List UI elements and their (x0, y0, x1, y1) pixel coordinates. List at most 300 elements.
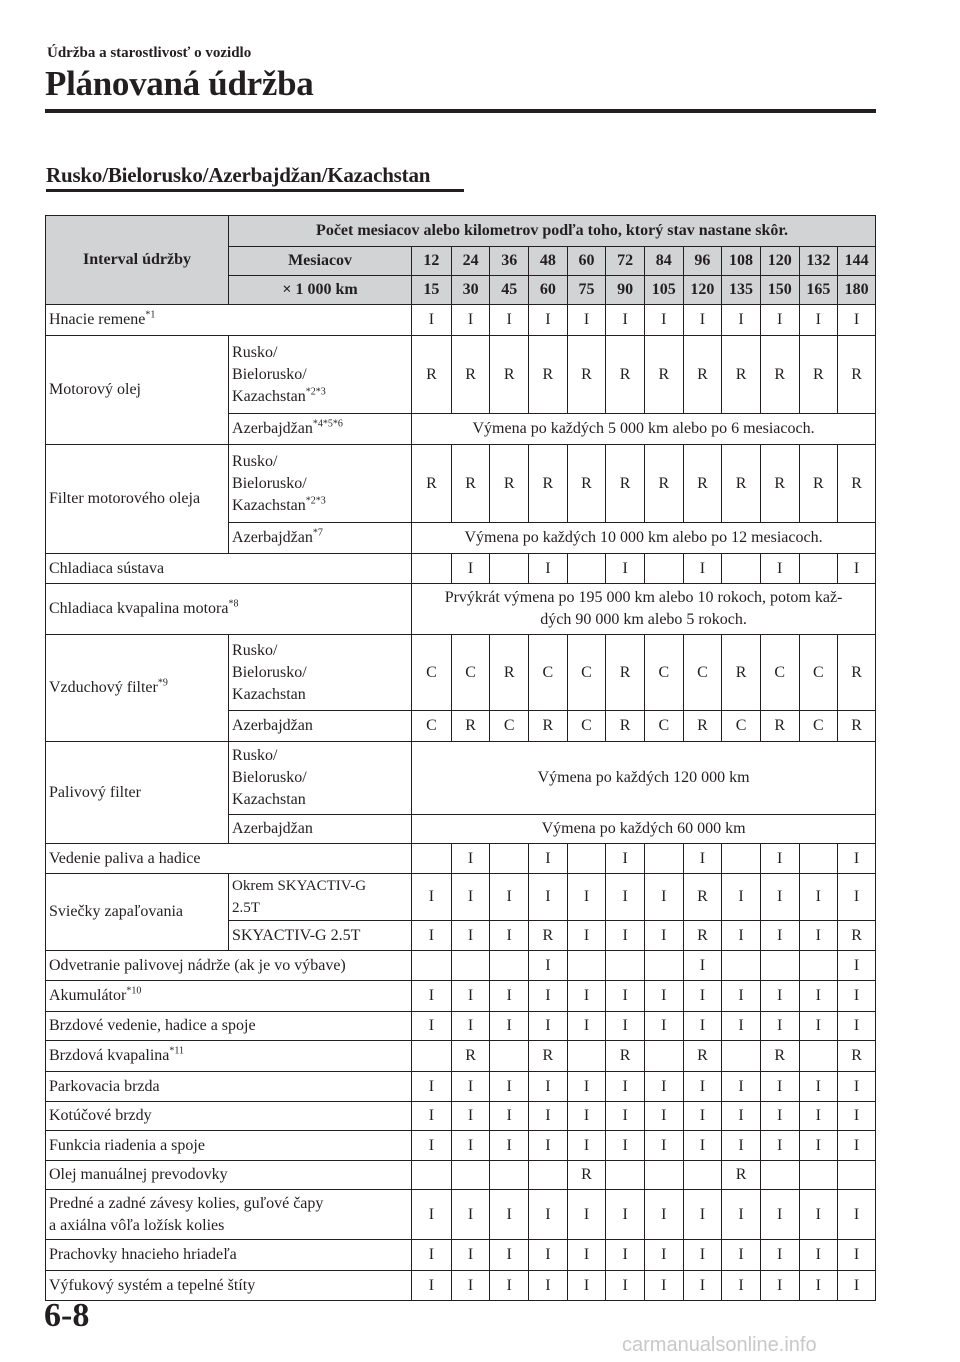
interval-cell: I (606, 981, 645, 1012)
interval-cell: R (683, 1041, 722, 1072)
months-cell: 60 (567, 247, 606, 276)
interval-cell: I (529, 951, 568, 981)
row-label: Motorový olej (49, 381, 141, 398)
interval-cell (722, 1041, 761, 1072)
interval-cell (567, 844, 606, 874)
interval-cell: I (683, 1271, 722, 1301)
km-cell: 150 (760, 276, 799, 305)
km-cell: 45 (490, 276, 529, 305)
interval-cell: I (567, 1012, 606, 1041)
interval-cell: R (606, 635, 645, 711)
interval-cell: I (760, 844, 799, 874)
interval-cell: I (799, 1240, 838, 1271)
note-text: Prvýkrát výmena po 195 000 km alebo 10 rokoch, potom kaž- (444, 589, 843, 606)
table-row (46, 336, 876, 414)
interval-cell: I (451, 1012, 490, 1041)
note-text: Výmena po každých 120 000 km (537, 769, 750, 786)
interval-cell: I (683, 1131, 722, 1161)
row-label: Akumulátor (49, 987, 127, 1004)
interval-cell: I (644, 1190, 683, 1240)
interval-cell (644, 844, 683, 874)
interval-cell: R (529, 1041, 568, 1072)
interval-cell: I (760, 554, 799, 584)
item-cell (46, 874, 229, 951)
item-cell (46, 1102, 412, 1131)
interval-cell: I (451, 554, 490, 584)
row-label: Vedenie paliva a hadice (49, 849, 201, 867)
interval-cell: I (799, 1072, 838, 1102)
interval-cell (451, 1161, 490, 1190)
note-text: Výmena po každých 10 000 km alebo po 12 mesiacoch. (464, 529, 823, 546)
interval-cell: I (606, 1271, 645, 1301)
title-rule (45, 109, 876, 113)
interval-cell: I (490, 921, 529, 951)
footnote-ref: *9 (157, 677, 168, 689)
interval-cell: R (838, 336, 876, 414)
interval-cell: I (529, 1012, 568, 1041)
interval-cell: I (490, 1131, 529, 1161)
interval-cell (722, 554, 761, 584)
km-cell: 90 (606, 276, 645, 305)
interval-cell: R (760, 445, 799, 523)
item-cell (46, 1072, 412, 1102)
interval-cell: I (644, 874, 683, 921)
item-cell (46, 554, 412, 584)
interval-cell (412, 951, 452, 981)
footnote-ref: *1 (145, 309, 156, 321)
interval-cell (799, 1161, 838, 1190)
interval-cell: I (722, 981, 761, 1012)
interval-cell: I (567, 305, 606, 336)
sub-label: Bielorusko/ (232, 474, 307, 492)
sub-label: Azerbajdžan (232, 529, 313, 546)
interval-cell: R (490, 635, 529, 711)
interval-cell (490, 1161, 529, 1190)
footnote-ref: *7 (312, 527, 323, 539)
note-cell (412, 815, 876, 844)
interval-cell: I (760, 1190, 799, 1240)
interval-cell: R (683, 445, 722, 523)
interval-cell: I (529, 1072, 568, 1102)
item-cell (46, 1271, 412, 1301)
interval-cell (644, 1041, 683, 1072)
row-label: Odvetranie palivovej nádrže (ak je vo výbave) (49, 956, 346, 974)
region-subtitle: Rusko/Bielorusko/Azerbajdžan/Kazachstan (46, 163, 431, 187)
table-row (46, 1072, 876, 1102)
interval-cell: R (722, 1161, 761, 1190)
page-number: 6-8 (44, 1297, 90, 1334)
interval-cell: I (644, 981, 683, 1012)
interval-cell: I (529, 554, 568, 584)
interval-cell: I (760, 1131, 799, 1161)
interval-cell (529, 1161, 568, 1190)
interval-cell: I (490, 305, 529, 336)
row-label: Parkovacia brzda (49, 1077, 160, 1095)
interval-cell: I (838, 1072, 876, 1102)
interval-cell: I (412, 1240, 452, 1271)
interval-cell: R (722, 635, 761, 711)
interval-cell (722, 844, 761, 874)
interval-cell: R (799, 445, 838, 523)
interval-cell: I (451, 844, 490, 874)
interval-cell: I (490, 1102, 529, 1131)
header-corner (46, 216, 229, 305)
interval-cell: R (838, 711, 876, 742)
row-label: Hnacie remene (49, 311, 146, 328)
interval-cell (799, 951, 838, 981)
interval-cell: R (644, 445, 683, 523)
interval-cell: I (644, 1271, 683, 1301)
interval-cell: R (451, 1041, 490, 1072)
months-cell: 144 (838, 247, 876, 276)
interval-cell: I (683, 1240, 722, 1271)
sub-label: Rusko/ (232, 747, 278, 764)
item-cell (46, 1041, 412, 1072)
interval-cell: R (529, 711, 568, 742)
months-cell: 12 (412, 247, 452, 276)
interval-cell: I (490, 1240, 529, 1271)
months-cell: 96 (683, 247, 722, 276)
interval-cell: C (529, 635, 568, 711)
interval-cell: I (683, 1072, 722, 1102)
interval-cell: I (451, 1240, 490, 1271)
item-cell (46, 584, 412, 635)
interval-cell: I (838, 981, 876, 1012)
note-text: Výmena po každých 60 000 km (541, 820, 746, 837)
sub-label: Rusko/ (232, 343, 278, 361)
interval-cell: I (529, 874, 568, 921)
interval-cell: I (490, 1012, 529, 1041)
interval-cell (490, 554, 529, 584)
interval-cell: I (683, 1012, 722, 1041)
sub-label: Kazachstan (232, 496, 306, 514)
sub-cell (229, 874, 412, 921)
table-row (46, 584, 876, 635)
interval-cell: R (606, 445, 645, 523)
sub-cell (229, 445, 412, 523)
months-cell: 72 (606, 247, 645, 276)
sub-label: Kazachstan (232, 685, 306, 703)
months-cell: 108 (722, 247, 761, 276)
interval-cell: R (606, 1041, 645, 1072)
footnote-ref: *4*5*6 (312, 418, 343, 430)
interval-cell: C (567, 711, 606, 742)
row-label: Chladiaca kvapalina motora (49, 600, 229, 617)
table-row (46, 1012, 876, 1041)
interval-cell: I (606, 844, 645, 874)
interval-cell: I (412, 874, 452, 921)
note-cell (412, 742, 876, 815)
interval-cell: I (451, 1131, 490, 1161)
interval-cell: I (490, 1072, 529, 1102)
interval-cell: I (606, 1131, 645, 1161)
interval-cell: I (760, 1102, 799, 1131)
interval-cell: I (683, 305, 722, 336)
interval-cell: I (606, 921, 645, 951)
item-cell (46, 1240, 412, 1271)
item-cell (46, 445, 229, 554)
interval-cell: I (529, 981, 568, 1012)
sub-cell (229, 523, 412, 554)
interval-cell: I (838, 874, 876, 921)
interval-cell: I (451, 874, 490, 921)
interval-cell (683, 1161, 722, 1190)
row-label: Olej manuálnej prevodovky (49, 1166, 228, 1183)
item-cell (46, 951, 412, 981)
interval-cell: I (838, 1271, 876, 1301)
interval-cell: I (799, 1012, 838, 1041)
interval-cell: C (412, 635, 452, 711)
interval-cell: R (412, 445, 452, 523)
row-label: Funkcia riadenia a spoje (49, 1136, 205, 1154)
interval-cell: I (838, 554, 876, 584)
interval-cell: C (644, 711, 683, 742)
interval-cell: I (722, 1102, 761, 1131)
interval-cell: I (567, 981, 606, 1012)
interval-cell: I (683, 981, 722, 1012)
interval-cell (412, 1041, 452, 1072)
section-title: Údržba a starostlivosť o vozidlo (47, 45, 252, 61)
interval-cell: I (606, 305, 645, 336)
interval-cell: I (412, 981, 452, 1012)
interval-cell: R (760, 1041, 799, 1072)
interval-cell (490, 951, 529, 981)
months-cell: 120 (760, 247, 799, 276)
interval-cell: I (529, 1240, 568, 1271)
table-header-row (46, 216, 876, 247)
sub-cell (229, 635, 412, 711)
months-cell: 24 (451, 247, 490, 276)
interval-cell: I (606, 1012, 645, 1041)
interval-cell: I (644, 1012, 683, 1041)
interval-cell: I (644, 1131, 683, 1161)
km-label-cell (229, 276, 412, 305)
interval-cell: I (412, 921, 452, 951)
km-cell: 120 (683, 276, 722, 305)
row-label: Kotúčové brzdy (49, 1107, 152, 1124)
interval-cell: I (529, 1131, 568, 1161)
interval-cell: I (683, 951, 722, 981)
interval-cell (760, 1161, 799, 1190)
interval-cell: R (838, 445, 876, 523)
interval-cell: R (567, 1161, 606, 1190)
maintenance-table (45, 215, 876, 1301)
interval-cell: I (567, 1190, 606, 1240)
interval-cell: R (683, 711, 722, 742)
interval-cell: I (451, 1271, 490, 1301)
interval-cell: I (838, 951, 876, 981)
interval-cell (838, 1161, 876, 1190)
interval-cell (760, 951, 799, 981)
sub-label: Bielorusko/ (232, 365, 307, 383)
interval-cell: I (412, 305, 452, 336)
interval-cell: C (683, 635, 722, 711)
interval-cell (644, 554, 683, 584)
row-label: Brzdová kvapalina (49, 1047, 170, 1064)
table-row (46, 1271, 876, 1301)
interval-cell: I (529, 1190, 568, 1240)
interval-cell: I (722, 1271, 761, 1301)
months-cell: 84 (644, 247, 683, 276)
interval-cell: I (838, 305, 876, 336)
interval-cell: I (760, 1240, 799, 1271)
interval-cell: R (529, 336, 568, 414)
interval-cell: I (567, 921, 606, 951)
table-row (46, 951, 876, 981)
sub-label: Azerbajdžan (232, 820, 313, 837)
interval-cell: R (760, 711, 799, 742)
sub-label: Bielorusko/ (232, 663, 307, 681)
interval-cell: I (529, 1102, 568, 1131)
table-row (46, 742, 876, 815)
item-cell (46, 1131, 412, 1161)
interval-cell: I (529, 305, 568, 336)
interval-cell: C (567, 635, 606, 711)
interval-cell: I (722, 305, 761, 336)
row-label: Sviečky zapaľovania (49, 903, 183, 920)
interval-cell (490, 844, 529, 874)
interval-cell: I (683, 844, 722, 874)
interval-cell: I (412, 1012, 452, 1041)
interval-cell: I (490, 981, 529, 1012)
interval-cell: I (529, 844, 568, 874)
interval-cell: I (760, 921, 799, 951)
km-cell: 105 (644, 276, 683, 305)
table-row (46, 445, 876, 523)
interval-cell: I (451, 305, 490, 336)
interval-cell: I (683, 1190, 722, 1240)
interval-cell: I (799, 1271, 838, 1301)
interval-cell: R (451, 445, 490, 523)
months-label: Mesiacov (288, 252, 353, 269)
interval-cell: I (683, 554, 722, 584)
interval-cell: I (606, 554, 645, 584)
note-cell (412, 584, 876, 635)
interval-cell: R (490, 336, 529, 414)
interval-cell: I (451, 981, 490, 1012)
sub-cell (229, 414, 412, 445)
interval-cell: I (644, 1072, 683, 1102)
interval-cell: I (606, 1240, 645, 1271)
interval-cell: I (722, 1131, 761, 1161)
interval-cell: I (644, 1240, 683, 1271)
interval-cell: I (838, 1012, 876, 1041)
interval-cell: R (838, 921, 876, 951)
row-label: Chladiaca sústava (49, 559, 165, 577)
note-cell (412, 523, 876, 554)
interval-cell: C (799, 635, 838, 711)
interval-cell: I (722, 874, 761, 921)
table-row (46, 1161, 876, 1190)
interval-cell: I (799, 305, 838, 336)
sub-cell (229, 336, 412, 414)
table-row (46, 305, 876, 336)
interval-cell: I (412, 1131, 452, 1161)
interval-cell: R (606, 336, 645, 414)
interval-cell: I (567, 1240, 606, 1271)
corner-label: Interval údržby (83, 251, 192, 268)
interval-cell: I (722, 1012, 761, 1041)
interval-cell (567, 554, 606, 584)
interval-cell: I (412, 1102, 452, 1131)
interval-cell: I (606, 1190, 645, 1240)
interval-cell: I (412, 1271, 452, 1301)
interval-cell: R (722, 445, 761, 523)
interval-cell (412, 554, 452, 584)
header-top (229, 216, 876, 247)
months-cell: 48 (529, 247, 568, 276)
interval-cell: C (722, 711, 761, 742)
km-cell: 30 (451, 276, 490, 305)
footnote-ref: *2*3 (305, 495, 326, 507)
interval-cell (799, 554, 838, 584)
interval-cell: C (799, 711, 838, 742)
interval-cell: C (644, 635, 683, 711)
interval-cell: I (606, 1102, 645, 1131)
interval-cell: I (760, 1271, 799, 1301)
interval-cell (606, 951, 645, 981)
interval-cell: I (838, 1102, 876, 1131)
row-label: Filter motorového oleja (49, 490, 201, 507)
interval-cell: R (567, 336, 606, 414)
sub-cell (229, 815, 412, 844)
interval-cell: R (722, 336, 761, 414)
interval-cell: C (451, 635, 490, 711)
interval-cell: I (799, 1131, 838, 1161)
sub-cell (229, 742, 412, 815)
table-row (46, 1102, 876, 1131)
table-row (46, 844, 876, 874)
months-label-cell (229, 247, 412, 276)
interval-cell: I (683, 1102, 722, 1131)
km-cell: 135 (722, 276, 761, 305)
table-row (46, 635, 876, 711)
interval-cell: I (799, 874, 838, 921)
sub-label: Azerbajdžan (232, 420, 313, 437)
interval-cell (799, 844, 838, 874)
row-label: Výfukový systém a tepelné štíty (49, 1276, 256, 1294)
interval-cell: R (529, 445, 568, 523)
item-cell (46, 305, 412, 336)
km-cell: 60 (529, 276, 568, 305)
interval-cell: I (722, 921, 761, 951)
table-row (46, 1240, 876, 1271)
sub-cell (229, 921, 412, 951)
sub-label: SKYACTIV-G 2.5T (232, 926, 361, 944)
sub-label: Rusko/ (232, 641, 278, 659)
interval-cell: I (838, 1240, 876, 1271)
interval-cell: R (412, 336, 452, 414)
item-cell (46, 635, 229, 742)
footnote-ref: *10 (126, 985, 142, 997)
interval-cell: I (412, 1072, 452, 1102)
interval-cell: I (760, 981, 799, 1012)
sub-label: Okrem SKYACTIV-G (232, 878, 367, 894)
header-text: Počet mesiacov alebo kilometrov podľa toho, ktorý stav nastane skôr. (316, 222, 788, 239)
row-label: Brzdové vedenie, hadice a spoje (49, 1017, 256, 1034)
interval-cell (567, 951, 606, 981)
row-label: a axiálna vôľa ložísk kolies (49, 1216, 225, 1234)
interval-cell: I (567, 874, 606, 921)
months-cell: 36 (490, 247, 529, 276)
interval-cell: R (683, 874, 722, 921)
interval-cell: I (799, 921, 838, 951)
interval-cell: C (412, 711, 452, 742)
km-label: × 1 000 km (282, 281, 358, 298)
interval-cell: R (567, 445, 606, 523)
table-row (46, 554, 876, 584)
interval-cell: I (567, 1131, 606, 1161)
